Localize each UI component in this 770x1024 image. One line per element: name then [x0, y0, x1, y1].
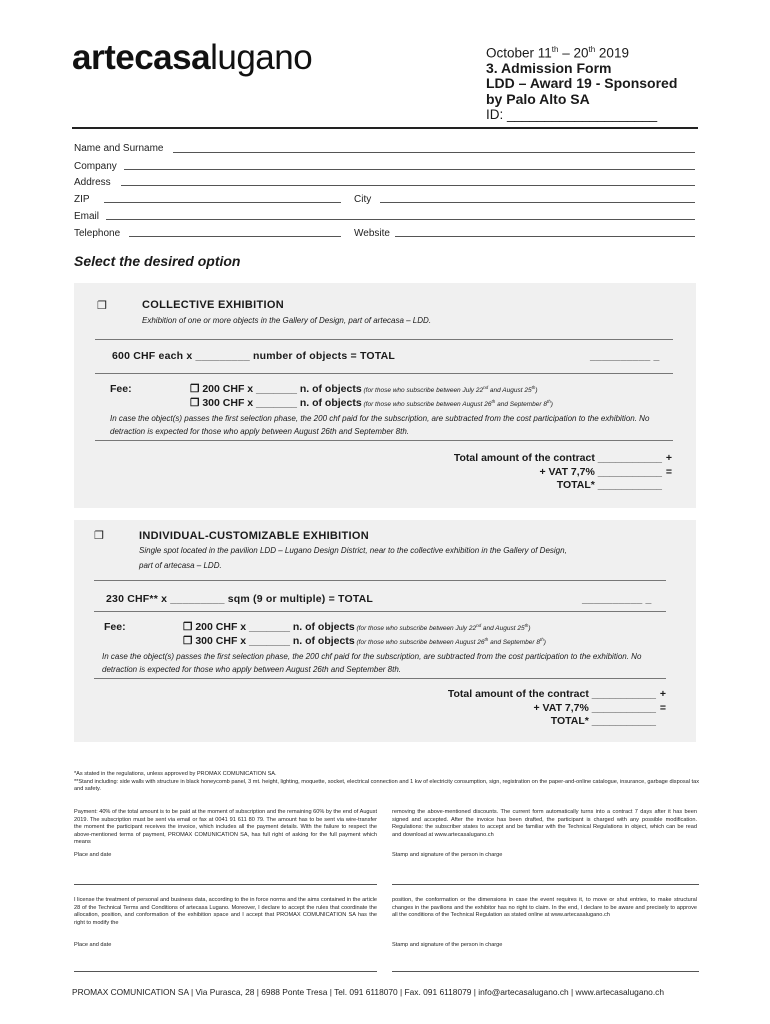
- collective-divider-3: [95, 440, 673, 441]
- collective-calc-total[interactable]: __________ _: [590, 350, 660, 362]
- event-dates: October 11th – 20th 2019: [486, 45, 629, 61]
- place-date-label-1: Place and date: [74, 852, 112, 858]
- address-label: Address: [74, 177, 111, 188]
- footnote-2: **Stand including: side walls with structure in black honeycomb panel, 3 mt. height, lighting, moquette, socket, electrical connection and 1 kw of electricity consumption, sign, registration on the paper-and-online catalogue, insurance, garbage disposal tax and safety.: [74, 778, 699, 793]
- name-input-line[interactable]: [173, 152, 695, 153]
- vat-line: + VAT 7,7% ___________: [533, 701, 656, 714]
- name-label: Name and Surname: [74, 143, 164, 154]
- city-input-line[interactable]: [380, 202, 695, 203]
- company-label: Company: [74, 161, 117, 172]
- logo: [72, 38, 312, 78]
- fee-checkbox[interactable]: ❐: [190, 397, 200, 409]
- logo-bold: artecasa: [72, 38, 211, 77]
- place-date-line-2[interactable]: [74, 971, 377, 972]
- individual-calc[interactable]: 230 CHF** x _________ sqm (9 or multiple) = TOTAL: [106, 593, 374, 605]
- collective-fee-label: Fee:: [110, 383, 132, 395]
- privacy-left: I license the treatment of personal and business data, according to the in force norms and the aims contained in the article 28 of the Technical Terms and Conditions of artecasa Lugano. Moreover, I declare to accept the rules that coordinate the allocation, position, and conformation of the exhibition space and I accept that PROMAX COMUNICATION SA has the right to modify the: [74, 897, 377, 926]
- header-divider: [72, 127, 698, 129]
- collective-divider-2: [95, 373, 673, 374]
- place-date-line-1[interactable]: [74, 884, 377, 885]
- address-input-line[interactable]: [121, 185, 695, 186]
- select-option-title: Select the desired option: [74, 253, 241, 269]
- individual-divider-3: [94, 678, 666, 679]
- collective-note: In case the object(s) passes the first selection phase, the 200 chf paid for the subscription, are subtracted from the cost participation to the exhibition. No detraction is expected for those who apply between August 26th and September 8th.: [110, 414, 650, 436]
- telephone-input-line[interactable]: [129, 236, 341, 237]
- id-field[interactable]: ID: ____________________: [486, 107, 658, 122]
- fee-checkbox[interactable]: ❐: [190, 383, 200, 395]
- email-label: Email: [74, 211, 100, 222]
- individual-fee-label: Fee:: [104, 621, 126, 633]
- individual-fee-300[interactable]: ❐ 300 CHF x _______ n. of objects (for those who subscribe between August 26th and September 8th): [183, 635, 546, 647]
- place-date-label-2: Place and date: [74, 942, 112, 948]
- individual-divider-1: [94, 580, 666, 581]
- individual-totals[interactable]: Total amount of the contract ___________ + + VAT 7,7% ___________ = TOTAL* ___________: [447, 688, 667, 727]
- collective-subtitle: Exhibition of one or more objects in the Gallery of Design, part of artecasa – LDD.: [142, 316, 432, 325]
- collective-checkbox[interactable]: ❐: [97, 300, 107, 312]
- collective-totals[interactable]: Total amount of the contract ___________ + + VAT 7,7% ___________ = TOTAL* ___________: [453, 452, 673, 491]
- total-line: TOTAL* ___________: [550, 715, 656, 727]
- company-input-line[interactable]: [124, 169, 695, 170]
- collective-divider-1: [95, 339, 673, 340]
- signature-line-2[interactable]: [392, 971, 699, 972]
- footer-contact: PROMAX COMUNICATION SA | Via Purasca, 28 | 6988 Ponte Tresa | Tel. 091 6118070 | Fax. 091 6118079 | info@artecasalugano.ch | www.artecasalugano.ch: [72, 987, 664, 997]
- collective-fee-200[interactable]: ❐ 200 CHF x _______ n. of objects (for those who subscribe between July 22nd and August 25th): [190, 383, 538, 395]
- form-header: [486, 42, 736, 122]
- individual-subtitle: Single spot located in the pavilion LDD – Lugano Design District, near to the collective exhibition in the Gallery of Design, part of artecasa – LDD.: [139, 546, 567, 570]
- signature-line-1[interactable]: [392, 884, 699, 885]
- stamp-label-1: Stamp and signature of the person in charge: [392, 852, 503, 858]
- zip-input-line[interactable]: [104, 202, 341, 203]
- total-line: TOTAL* ___________: [556, 479, 662, 491]
- payment-terms-right: removing the above-mentioned discounts. The current form automatically turns into a contract 7 days after it has been signed and accepted. After the invoice has been drafted, the participant is charged with any possible modification. Regulations: the subscriber states to accept and be familiar with the Technical Regulations in object, which can be read and download at www.artecasalugano.ch: [392, 809, 697, 838]
- telephone-label: Telephone: [74, 228, 121, 239]
- zip-label: ZIP: [74, 194, 90, 205]
- privacy-right: position, the conformation or the dimensions in case the event requires it, to move or shut entries, to make structural changes in the pavilions and the exhibitor has no right to claim. In the end, I declare to be aware and precisely to approve all the conditions of the Technical Regulation as stated online at www.artecasalugano.ch: [392, 897, 697, 919]
- total-contract: Total amount of the contract ___________: [453, 452, 662, 464]
- individual-calc-total[interactable]: __________ _: [582, 593, 652, 605]
- award-line-2: by Palo Alto SA: [486, 90, 590, 107]
- payment-terms-left: Payment: 40% of the total amount is to be paid at the moment of subscription and the remaining 60% by the end of August 2019. The subscription must be sent via email or fax at 0041 91 611 80 79. The amount has to be sent via wire-transfer the moment the participant receives the invoice, which includes all the payment details. With the failure to respect the above-mentioned terms of payment, PROMAX COMUNICATION SA, has full right of asking for the full payment which means: [74, 809, 377, 846]
- logo-light: lugano: [210, 38, 313, 77]
- website-input-line[interactable]: [395, 236, 695, 237]
- fee-checkbox[interactable]: ❐: [183, 621, 193, 633]
- individual-note: In case the object(s) passes the first selection phase, the 200 chf paid for the subscription, are subtracted from the cost participation to the exhibition. No detraction is expected for those who apply between August 26th and September 8th.: [102, 652, 642, 674]
- collective-fee-300[interactable]: ❐ 300 CHF x _______ n. of objects (for those who subscribe between August 26th and September 8th): [190, 397, 553, 409]
- collective-calc[interactable]: 600 CHF each x _________ number of objects = TOTAL: [112, 350, 396, 362]
- fee-checkbox[interactable]: ❐: [183, 635, 193, 647]
- footnote-1: *As stated in the regulations, unless approved by PROMAX COMUNICATION SA.: [74, 771, 277, 777]
- individual-divider-2: [94, 611, 666, 612]
- individual-title: INDIVIDUAL-CUSTOMIZABLE EXHIBITION: [139, 530, 369, 542]
- award-line-1: LDD – Award 19 - Sponsored: [486, 75, 678, 91]
- stamp-label-2: Stamp and signature of the person in charge: [392, 942, 503, 948]
- form-title: 3. Admission Form: [486, 59, 612, 76]
- individual-checkbox[interactable]: ❐: [94, 530, 104, 542]
- total-contract: Total amount of the contract ___________: [447, 688, 656, 700]
- vat-line: + VAT 7,7% ___________: [539, 465, 662, 478]
- individual-fee-200[interactable]: ❐ 200 CHF x _______ n. of objects (for those who subscribe between July 22nd and August 25th): [183, 621, 531, 633]
- email-input-line[interactable]: [106, 219, 695, 220]
- website-label: Website: [354, 228, 390, 239]
- footnotes: [74, 771, 700, 794]
- city-label: City: [354, 194, 372, 205]
- collective-title: COLLECTIVE EXHIBITION: [142, 299, 284, 311]
